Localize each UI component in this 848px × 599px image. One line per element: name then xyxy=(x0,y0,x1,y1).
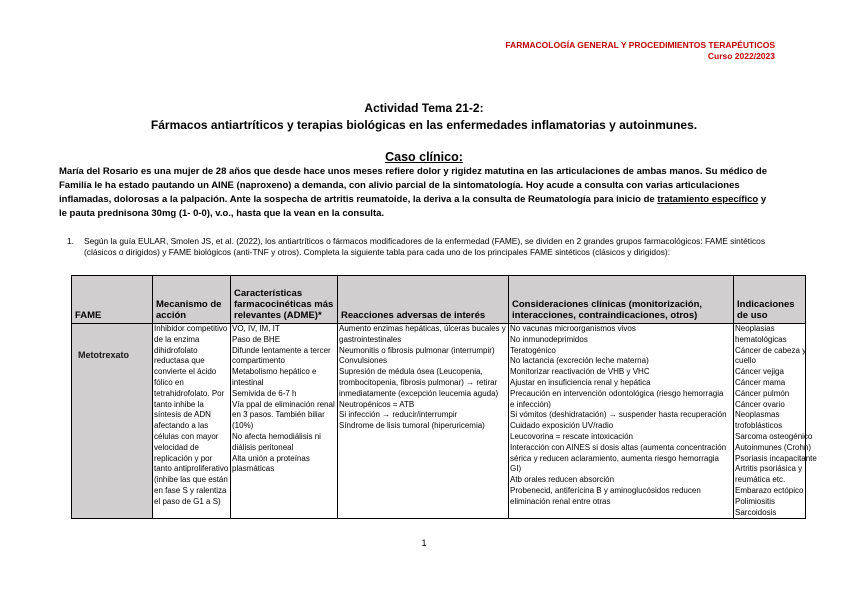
case-heading: Caso clínico: xyxy=(385,150,463,164)
cell-line: compartimento xyxy=(232,356,285,366)
cell-line: Monitorizar reactivación de VHB y VHC xyxy=(510,367,650,377)
cell-line: Psoriasis incapacitante xyxy=(735,453,817,463)
cell-line: Neoplasmas xyxy=(735,410,780,420)
cell-line: de la enzima xyxy=(154,334,200,344)
cell-line: (inhibe las que están xyxy=(154,475,228,485)
cell-line: reumática etc. xyxy=(735,475,786,485)
cell-line: Si infección → reducir/interrumpir xyxy=(339,410,458,420)
cell-line: VO, IV, IM, IT xyxy=(232,324,280,333)
cell-line: Teratogénico xyxy=(510,345,556,355)
cell-line: cuello xyxy=(735,356,756,366)
cell-line: tetrahidrofolato. Por xyxy=(154,388,225,398)
cell-line: replicación y por xyxy=(154,453,213,463)
page-number: 1 xyxy=(421,538,427,548)
cell-line: plasmáticas xyxy=(232,464,275,474)
cell-line: Inhibidor competitivo xyxy=(154,324,228,333)
cell-line: Embarazo ectópico xyxy=(735,485,804,495)
header-consideraciones: Consideraciones clínicas (monitorización, interacciones, contraindicaciones, otros) xyxy=(509,276,734,324)
cell-reacciones xyxy=(338,324,509,519)
cell-line: Aumento enzimas hepáticas, úlceras bucales y xyxy=(339,324,506,333)
question-text: Según la guía EULAR, Smolen JS, et al. (2022), los antiartríticos o fármacos modificadores de la enfermedad (FAME), se dividen en 2 grandes grupos farmacológicos: FAME sintéticos (clásicos o dirigidos) y FAME biológicos (anti-TNF y otros). Completa la siguiente tabla para cada uno de los principales FAME sintéticos (clásicos y dirigidos): xyxy=(84,236,766,257)
cell-line: síntesis de ADN xyxy=(154,410,211,420)
cell-line: Leucovorina = rescate intoxicación xyxy=(510,431,633,441)
case-text xyxy=(59,165,771,221)
cell-line: Alta unión a proteínas xyxy=(232,453,310,463)
cell-line: tanto antiproliferativo xyxy=(154,464,229,474)
activity-subtitle: Fármacos antiartríticos y terapias biológicas en las enfermedades inflamatorias y autoinmunes. xyxy=(150,118,698,132)
cell-line: en fase S y ralentiza xyxy=(154,485,227,495)
fame-table xyxy=(71,275,817,519)
cell-line: diálisis peritoneal xyxy=(232,442,294,452)
cell-line: Sarcoma osteogénico xyxy=(735,431,813,441)
cell-line: trombocitopenia, fibrosis pulmonar) → retirar xyxy=(339,377,498,387)
cell-line: afectando a las xyxy=(154,421,209,431)
cell-line: eliminación renal entre otras xyxy=(510,496,611,506)
cell-line: Semivida de 6-7 h xyxy=(232,388,297,398)
question-number: 1. xyxy=(67,236,74,246)
cell-line: Si vómitos (deshidratación) → suspender hasta recuperación xyxy=(510,410,727,420)
cell-line: Síndrome de lisis tumoral (hiperuricemia) xyxy=(339,421,485,431)
table-row xyxy=(72,324,806,519)
activity-title: Actividad Tema 21-2: xyxy=(364,101,484,115)
cell-line: Metabolismo hepático e xyxy=(232,367,317,377)
cell-line: Cáncer mama xyxy=(735,377,786,387)
cell-line: Supresión de médula ósea (Leucopenia, xyxy=(339,367,483,377)
cell-consideraciones xyxy=(509,324,734,519)
cell-line: e infección) xyxy=(510,399,551,409)
cell-line: hematológicas xyxy=(735,334,787,344)
cell-line: Convulsiones xyxy=(339,356,388,366)
cell-line: convierte el ácido xyxy=(154,367,217,377)
cell-line: el paso de G1 a S) xyxy=(154,496,221,506)
cell-line: Cáncer pulmón xyxy=(735,388,790,398)
table-header-row xyxy=(72,276,806,324)
cell-line: Neutropénicos = ATB xyxy=(339,399,415,409)
header-indicaciones: Indicaciones de uso xyxy=(734,276,806,324)
cell-adme xyxy=(231,324,338,519)
case-text-part1: María del Rosario es una mujer de 28 años que desde hace unos meses refiere dolor y rigidez matutina en las articulaciones de ambas manos. Su médico de Familia le ha estado pautando un AINE (naproxeno) a demanda, con alivio parcial de la sintomatología. Hoy acude a consulta con varias articulaciones inflamadas, dolorosas a la palpación. Ante la sospecha de artritis reumatoide, la deriva a la consulta de Reumatología para inicio de xyxy=(59,166,767,205)
cell-mecanismo xyxy=(153,324,231,519)
cell-line: Cáncer de cabeza y xyxy=(735,345,807,355)
cell-line: Interacción con AINES si dosis altas (aumenta concentración xyxy=(510,442,727,452)
cell-line: Sarcoidosis xyxy=(735,507,777,517)
header-mecanismo: Mecanismo de acción xyxy=(153,276,231,324)
cell-indicaciones xyxy=(734,324,817,519)
cell-line: Vía ppal de eliminación renal xyxy=(232,399,335,409)
cell-line: Probenecid, antiferícina B y aminoglucósidos reducen xyxy=(510,485,701,495)
course-name: FARMACOLOGÍA GENERAL Y PROCEDIMIENTOS TERAPÉUTICOS xyxy=(505,40,775,50)
cell-line: No afecta hemodiálisis ni xyxy=(232,431,321,441)
cell-line: Neoplasias xyxy=(735,324,775,333)
cell-line: Precaución en intervención odontológica (riesgo hemorragia xyxy=(510,388,724,398)
cell-line: Difunde lentamente a tercer xyxy=(232,345,331,355)
cell-line: fólico en xyxy=(154,377,184,387)
question-1 xyxy=(67,236,783,258)
header-adme: Características farmacocinéticas más relevantes (ADME)* xyxy=(231,276,338,324)
cell-line: Atb orales reducen absorción xyxy=(510,475,615,485)
cell-line: Polimiositis xyxy=(735,496,776,506)
cell-line: gastrointestinales xyxy=(339,334,402,344)
header-reacciones: Reacciones adversas de interés xyxy=(338,276,509,324)
cell-line: en 3 pasos. También biliar xyxy=(232,410,325,420)
cell-line: inmediatamente (excepción leucemia aguda) xyxy=(339,388,499,398)
cell-drug: Metotrexato xyxy=(72,324,153,519)
cell-line: Cuidado exposición UV/radio xyxy=(510,421,614,431)
case-text-part2: y le pauta prednisona 30mg (1- 0-0), v.o., hasta que la vean en la consulta. xyxy=(59,194,767,219)
cell-line: Cáncer vejiga xyxy=(735,367,784,377)
cell-line: Autoinmunes (Crohn) xyxy=(735,442,812,452)
cell-line: dihidrofolato xyxy=(154,345,198,355)
cell-line: No lactancia (excreción leche materna) xyxy=(510,356,649,366)
cell-line: Artritis psoriásica y xyxy=(735,464,803,474)
cell-line: No vacunas microorganismos vivos xyxy=(510,324,636,333)
cell-line: Ajustar en insuficiencia renal y hepática xyxy=(510,377,651,387)
cell-line: Paso de BHE xyxy=(232,334,281,344)
cell-line: células con mayor xyxy=(154,431,219,441)
case-text-underlined: tratamiento específico xyxy=(657,194,759,205)
cell-line: velocidad de xyxy=(154,442,199,452)
course-year: Curso 2022/2023 xyxy=(707,51,775,61)
cell-line: trofoblásticos xyxy=(735,421,783,431)
cell-line: sérica y reducen aclaramiento, aumenta riesgo hemorragia xyxy=(510,453,719,463)
cell-line: No inmunodeprimidos xyxy=(510,334,588,344)
cell-line: GI) xyxy=(510,464,522,474)
cell-line: tanto inhibe la xyxy=(154,399,204,409)
cell-line: (10%) xyxy=(232,421,254,431)
cell-line: Neumonitis o fibrosis pulmonar (interrumpir) xyxy=(339,345,495,355)
header-fame: FAME xyxy=(72,276,153,324)
cell-line: reductasa que xyxy=(154,356,205,366)
cell-line: Cáncer ovario xyxy=(735,399,785,409)
cell-line: intestinal xyxy=(232,377,264,387)
